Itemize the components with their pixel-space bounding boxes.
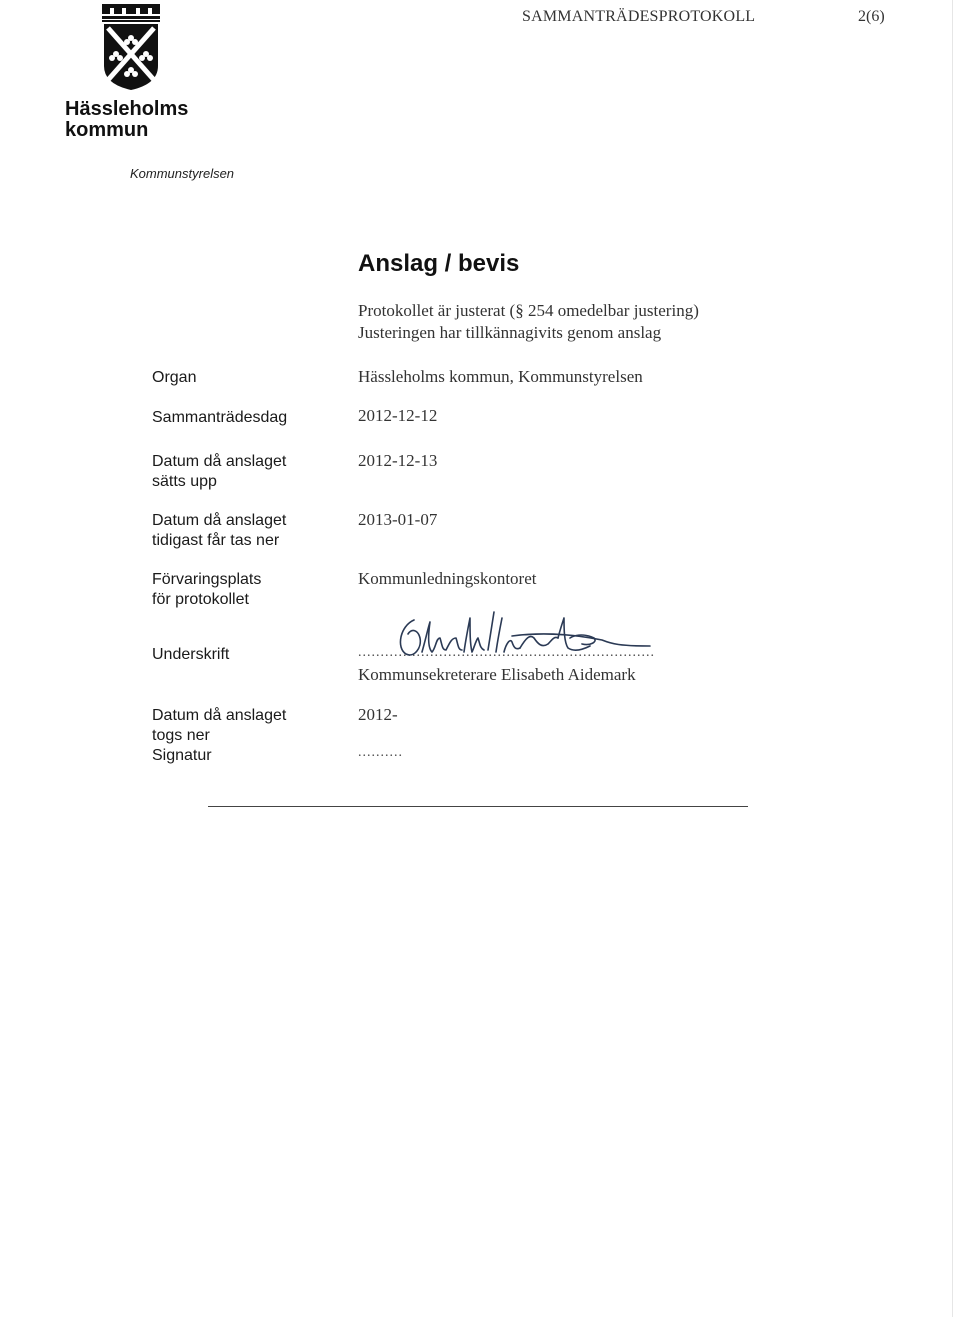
field-label-organ: Organ bbox=[152, 369, 197, 386]
signature-line: .................................................................. bbox=[358, 645, 655, 660]
handwritten-signature bbox=[392, 608, 654, 664]
field-value-organ: Hässleholms kommun, Kommunstyrelsen bbox=[358, 367, 643, 386]
field-label-meeting-date: Sammanträdesdag bbox=[152, 409, 288, 426]
organization-name bbox=[65, 99, 188, 141]
field-label-posted-date: Datum då anslaget sätts upp bbox=[152, 453, 287, 490]
field-label-storage: Förvaringsplats för protokollet bbox=[152, 571, 262, 608]
page-title: Anslag / bevis bbox=[358, 250, 520, 277]
document-type: SAMMANTRÄDESPROTOKOLL bbox=[522, 8, 756, 25]
page-number: 2(6) bbox=[858, 8, 885, 25]
horizontal-rule bbox=[208, 806, 748, 807]
signature-label: Underskrift bbox=[152, 646, 230, 663]
intro-line-1: Protokollet är justerat (§ 254 omedelbar justering) bbox=[358, 301, 699, 320]
field-label-removal: Datum då anslaget togs ner Signatur bbox=[152, 707, 287, 764]
field-value-meeting-date: 2012-12-12 bbox=[358, 406, 438, 425]
scan-edge-line bbox=[952, 0, 953, 1317]
field-value-removal-date: 2012- bbox=[358, 705, 398, 724]
unit-name: Kommunstyrelsen bbox=[130, 166, 235, 181]
organization-name-line1: Hässleholms bbox=[65, 98, 189, 120]
coat-of-arms-logo bbox=[100, 4, 162, 92]
intro-line-2: Justeringen har tillkännagivits genom anslag bbox=[358, 323, 662, 342]
signer-name: Kommunsekreterare Elisabeth Aidemark bbox=[358, 665, 636, 684]
field-value-storage: Kommunledningskontoret bbox=[358, 569, 537, 588]
removal-signature-line: .......... bbox=[358, 745, 403, 760]
field-value-earliest-removal: 2013-01-07 bbox=[358, 510, 438, 529]
organization-name-line2: kommun bbox=[65, 119, 149, 141]
field-label-earliest-removal: Datum då anslaget tidigast får tas ner bbox=[152, 512, 287, 549]
field-value-posted-date: 2012-12-13 bbox=[358, 451, 438, 470]
